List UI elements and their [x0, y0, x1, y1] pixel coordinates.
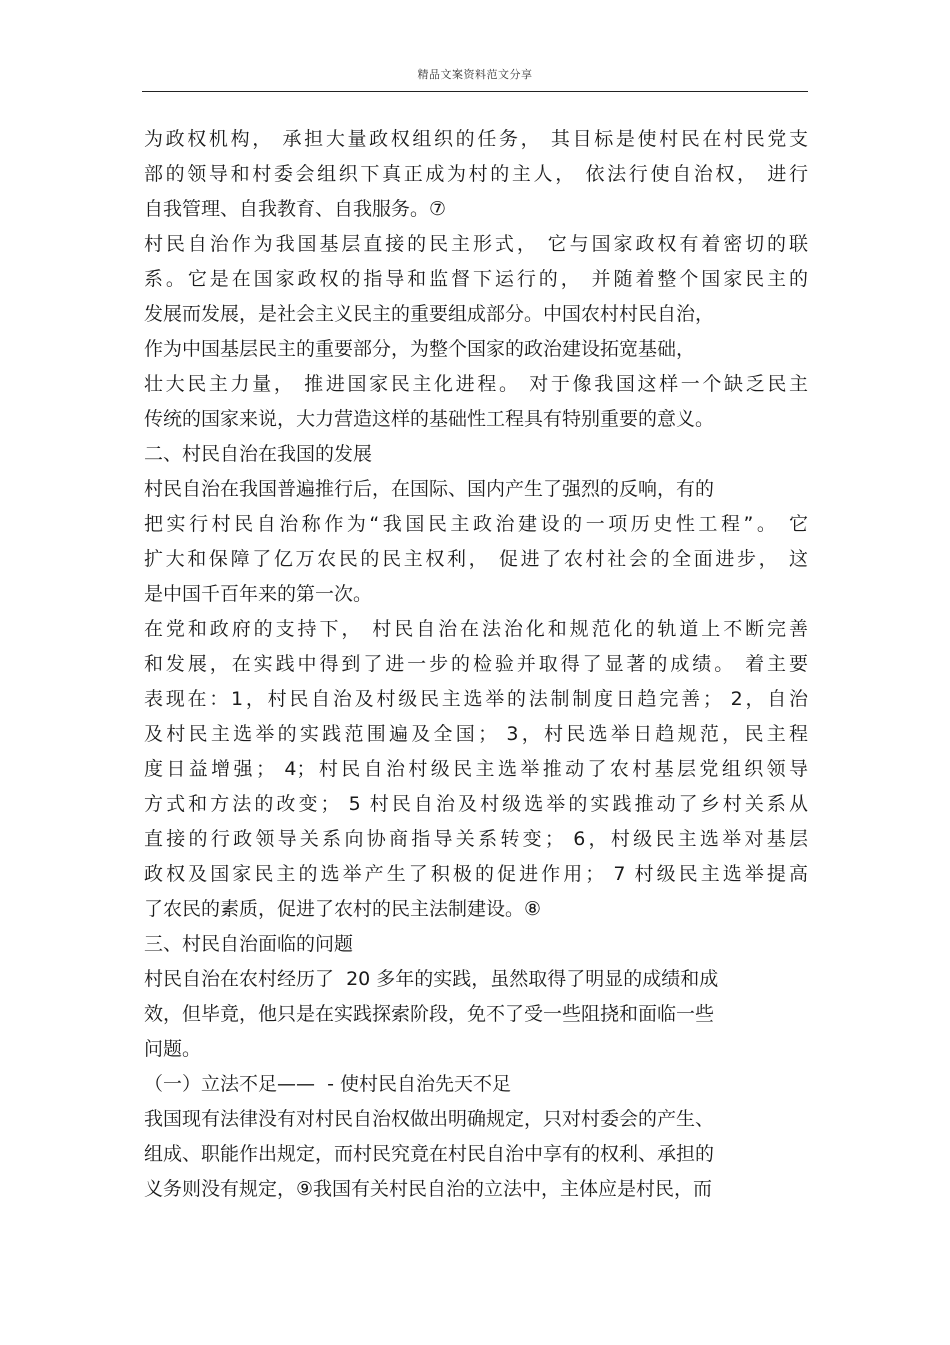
text-line: 直接的行政领导关系向协商指导关系转变； 6，村级民主选举对基层: [144, 828, 808, 850]
text-line: 村民自治在农村经历了 20 多年的实践，虽然取得了明显的成绩和成: [144, 968, 719, 990]
text-line: 壮大民主力量， 推进国家民主化进程。 对于像我国这样一个缺乏民主: [144, 373, 808, 395]
text-line: 方式和方法的改变； 5 村民自治及村级选举的实践推动了乡村关系从: [144, 793, 808, 815]
text-line: 为政权机构， 承担大量政权组织的任务， 其目标是使村民在村民党支: [144, 128, 808, 150]
text-line: 传统的国家来说，大力营造这样的基础性工程具有特别重要的意义。: [144, 408, 715, 430]
text-line: 扩大和保障了亿万农民的民主权利， 促进了农村社会的全面进步， 这: [144, 548, 808, 570]
text-line: 三、村民自治面临的问题: [144, 933, 354, 955]
text-line: 系。它是在国家政权的指导和监督下运行的， 并随着整个国家民主的: [144, 268, 808, 290]
text-line: 发展而发展，是社会主义民主的重要组成部分。中国农村村民自治，: [144, 303, 715, 325]
header-divider: [142, 91, 808, 92]
text-line: 问题。: [144, 1038, 202, 1060]
page-header: 精品文案资料范文分享: [417, 68, 533, 81]
text-line: 组成、职能作出规定，而村民究竟在村民自治中享有的权利、承担的: [144, 1143, 715, 1165]
text-line: 及村民主选举的实践范围遍及全国； 3，村民选举日趋规范，民主程: [144, 723, 808, 745]
text-line: 二、村民自治在我国的发展: [144, 443, 373, 465]
text-line: 政权及国家民主的选举产生了积极的促进作用； 7 村级民主选举提高: [144, 863, 808, 885]
text-line: 我国现有法律没有对村民自治权做出明确规定，只对村委会的产生、: [144, 1108, 715, 1130]
text-line: 村民自治作为我国基层直接的民主形式， 它与国家政权有着密切的联: [144, 233, 808, 255]
text-line: 了农民的素质，促进了农村的民主法制建设。⑧: [144, 898, 542, 920]
text-line: 在党和政府的支持下， 村民自治在法治化和规范化的轨道上不断完善: [144, 618, 808, 640]
text-line: 是中国千百年来的第一次。: [144, 583, 373, 605]
text-line: 部的领导和村委会组织下真正成为村的主人， 依法行使自治权， 进行: [144, 163, 808, 185]
text-line: 村民自治在我国普遍推行后，在国际、国内产生了强烈的反响，有的: [144, 478, 715, 500]
document-body: [144, 122, 808, 1207]
text-line: 效，但毕竟，他只是在实践探索阶段，免不了受一些阻挠和面临一些: [144, 1003, 715, 1025]
text-line: 度日益增强； 4；村民自治村级民主选举推动了农村基层党组织领导: [144, 758, 808, 780]
text-line: 把实行村民自治称作为“我国民主政治建设的一项历史性工程”。 它: [144, 513, 808, 535]
text-line: 和发展，在实践中得到了进一步的检验并取得了显著的成绩。 着主要: [144, 653, 808, 675]
text-line: 作为中国基层民主的重要部分，为整个国家的政治建设拓宽基础，: [144, 338, 696, 360]
text-line: 自我管理、自我教育、自我服务。⑦: [144, 198, 447, 220]
text-line: 表现在：1，村民自治及村级民主选举的法制制度日趋完善； 2，自治: [144, 688, 808, 710]
text-line: 义务则没有规定，⑨我国有关村民自治的立法中，主体应是村民，而: [144, 1178, 713, 1200]
text-line: （一）立法不足—— - 使村民自治先天不足: [144, 1073, 511, 1095]
